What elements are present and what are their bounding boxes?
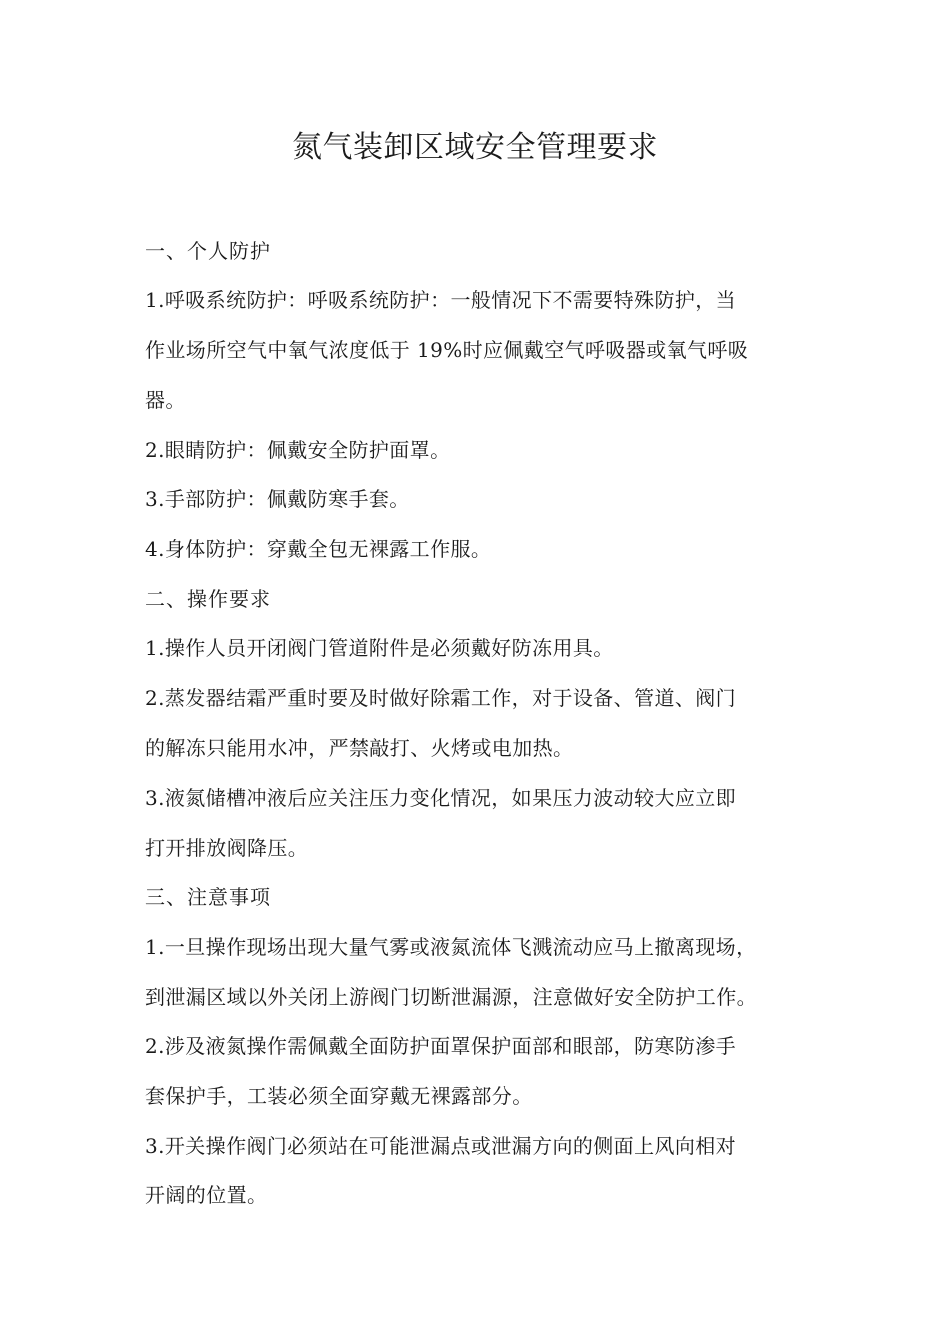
paragraph-line: 作业场所空气中氧气浓度低于 19%时应佩戴空气呼吸器或氧气呼吸 [145, 338, 749, 362]
paragraph-line: 1.呼吸系统防护：呼吸系统防护：一般情况下不需要特殊防护，当 [145, 288, 737, 312]
paragraph-line: 2.眼睛防护：佩戴安全防护面罩。 [145, 438, 451, 462]
section-heading-operation-requirements: 二、操作要求 [145, 587, 271, 611]
paragraph-line: 1.操作人员开闭阀门管道附件是必须戴好防冻用具。 [145, 636, 614, 660]
paragraph-line: 开阔的位置。 [145, 1183, 268, 1207]
section-heading-personal-protection: 一、个人防护 [145, 239, 271, 263]
paragraph-line: 3.手部防护：佩戴防寒手套。 [145, 487, 410, 511]
paragraph-line: 1.一旦操作现场出现大量气雾或液氮流体飞溅流动应马上撤离现场， [145, 935, 757, 959]
paragraph-line: 2.蒸发器结霜严重时要及时做好除霜工作，对于设备、管道、阀门 [145, 686, 737, 710]
paragraph-line: 3.开关操作阀门必须站在可能泄漏点或泄漏方向的侧面上风向相对 [145, 1134, 737, 1158]
paragraph-line: 3.液氮储槽冲液后应关注压力变化情况，如果压力波动较大应立即 [145, 786, 737, 810]
paragraph-line: 的解冻只能用水冲，严禁敲打、火烤或电加热。 [145, 736, 574, 760]
paragraph-line: 4.身体防护：穿戴全包无裸露工作服。 [145, 537, 492, 561]
paragraph-line: 打开排放阀降压。 [145, 836, 309, 860]
section-heading-precautions: 三、注意事项 [145, 885, 271, 909]
paragraph-line: 到泄漏区域以外关闭上游阀门切断泄漏源，注意做好安全防护工作。 [145, 985, 757, 1009]
document-title: 氮气装卸区域安全管理要求 [292, 130, 658, 165]
paragraph-line: 器。 [145, 388, 186, 412]
paragraph-line: 2.涉及液氮操作需佩戴全面防护面罩保护面部和眼部，防寒防渗手 [145, 1034, 737, 1058]
paragraph-line: 套保护手，工装必须全面穿戴无裸露部分。 [145, 1084, 533, 1108]
